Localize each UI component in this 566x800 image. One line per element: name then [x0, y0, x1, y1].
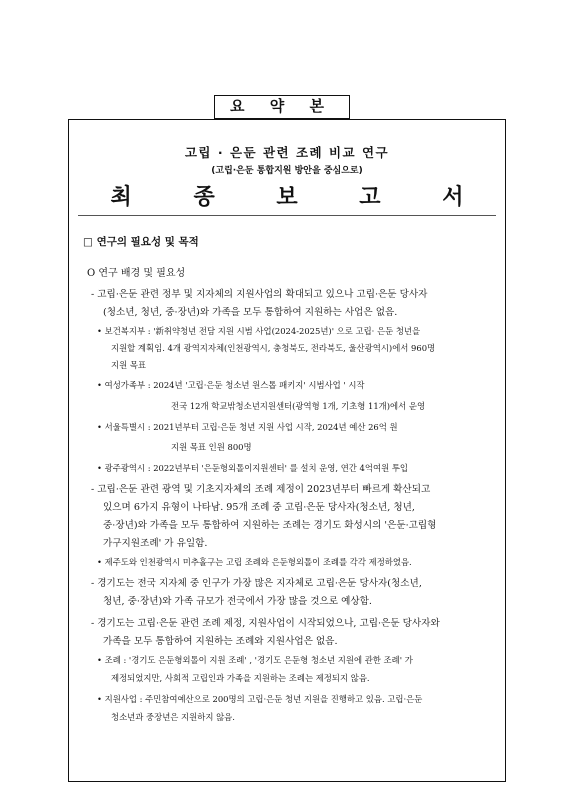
bullet-line: 지원 목표 인원 800명	[171, 442, 252, 452]
paragraph-line: 가구지원조례' 가 유일함.	[103, 538, 208, 549]
bullet-line: • 여성가족부 : 2024년 '고립·은둔 청소년 원스톱 패키지' 시범사업 ' 시작	[97, 380, 365, 390]
paragraph-line: - 고립·은둔 관련 정부 및 지자체의 지원사업의 확대되고 있으나 고립·은둔 당사자	[91, 289, 428, 300]
paragraph-line: 중·장년)와 가족을 모두 통합하여 지원하는 조례는 경기도 화성시의 '은둔·고립형	[103, 520, 437, 531]
bullet-line: • 보건복지부 : '新취약청년 전담 지원 시범 사업(2024-2025년)' 으로 고립· 은둔 청년을	[97, 326, 421, 336]
final-report-title: 최 종 보 고 서	[110, 185, 491, 210]
report-title: 고립 · 은둔 관련 조례 비교 연구	[184, 145, 390, 160]
paragraph-line: 있으며 6가지 유형이 나타남. 95개 조례 중 고립·은둔 당사자(청소년, 청년,	[103, 502, 415, 513]
section-heading: □ 연구의 필요성 및 목적	[83, 236, 199, 248]
bullet-line: • 제주도와 인천광역시 미추홀구는 고립 조례와 은둔형외톨이 조례를 각각 제정하였음.	[97, 557, 412, 567]
divider	[78, 215, 496, 216]
bullet-line: 전국 12개 학교밖청소년지원센터(광역형 1개, 기초형 11개)에서 운영	[171, 401, 426, 411]
summary-label: 요 약 본	[214, 95, 350, 119]
bullet-line: • 조례 : '경기도 은둔형외톨이 지원 조례' , '경기도 은둔형 청소년 지원에 관한 조례' 가	[97, 655, 413, 665]
bullet-line: 제정되었지만, 사회적 고립인과 가족을 지원하는 조례는 제정되지 않음.	[111, 673, 370, 683]
report-subtitle: (고립·은둔 통합지원 방안을 중심으로)	[211, 166, 363, 176]
paragraph-line: 청년, 중·장년)와 가족 규모가 전국에서 가장 많을 것으로 예상함.	[103, 596, 372, 607]
paragraph-line: (청소년, 청년, 중·장년)와 가족을 모두 통합하여 지원하는 사업은 없음.	[103, 307, 398, 318]
paragraph-line: - 경기도는 고립·은둔 관련 조례 제정, 지원사업이 시작되었으나, 고립·은둔 당사자와	[91, 618, 440, 629]
paragraph-line: - 고립·은둔 관련 광역 및 기초지자체의 조례 제정이 2023년부터 빠르게 확산되고	[91, 484, 431, 495]
bullet-line: 지원 목표	[111, 360, 147, 370]
sub-heading: O 연구 배경 및 필요성	[87, 268, 186, 279]
summary-frame	[68, 119, 506, 782]
bullet-line: • 서울특별시 : 2021년부터 고립·은둔 청년 지원 사업 시작, 2024년 예산 26억 원	[97, 422, 398, 432]
paragraph-line: 가족을 모두 통합하여 지원하는 조례와 지원사업은 없음.	[103, 636, 338, 647]
bullet-line: 지원할 계획임. 4개 광역지자체(인천광역시, 충청북도, 전라북도, 울산광역시)에서 960명	[111, 343, 436, 353]
paragraph-line: - 경기도는 전국 지자체 중 인구가 가장 많은 지자체로 고립·은둔 당사자(청소년,	[91, 578, 422, 589]
bullet-line: 청소년과 중장년은 지원하지 않음.	[111, 712, 235, 722]
bullet-line: • 지원사업 : 주민참여예산으로 200명의 고립·은둔 청년 지원을 진행하고 있음. 고립·은둔	[97, 694, 423, 704]
bullet-line: • 광주광역시 : 2022년부터 '은둔형외톨이지원센터' 를 설치 운영, 연간 4억여원 투입	[97, 463, 408, 473]
